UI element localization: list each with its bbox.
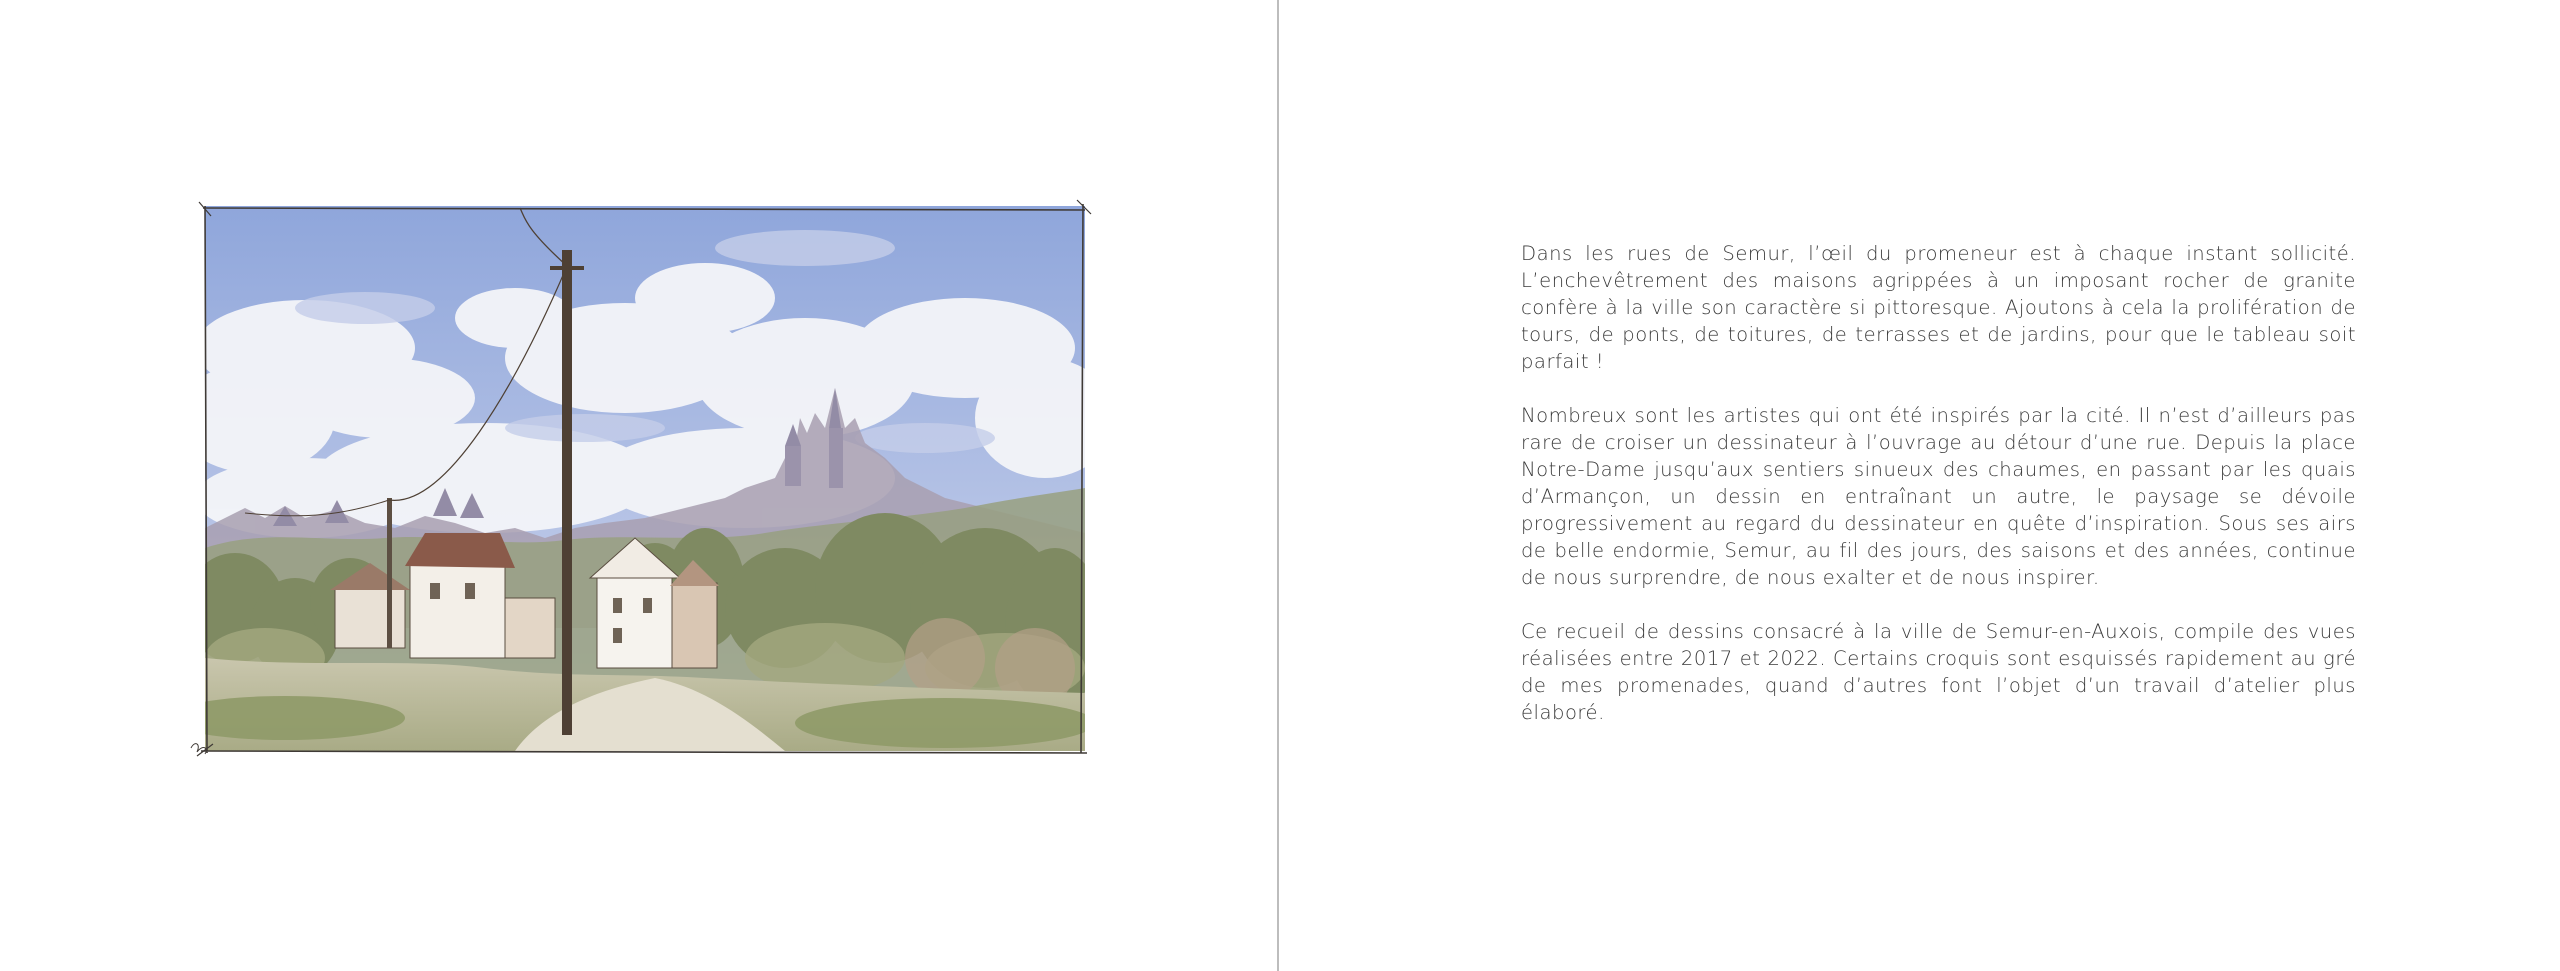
left-page [0,0,1278,971]
paragraph: Dans les rues de Semur, l’œil du promeneur est à chaque instant sollicité. L’enchevêtrement des maisons agrippées à un imposant rocher de granite confère à la ville son caractère si pittoresque. Ajoutons à cela la prolifération de tours, de ponts, de toitures, de terrasses et de jardins, pour que le tableau soit parfait ! [1521,242,2356,373]
paragraph: Ce recueil de dessins consacré à la ville de Semur-en-Auxois, compile des vues réalisées entre 2017 et 2022. Certains croquis sont esquissés rapidement au gré de mes promenades, quand d’autres font l’objet d’un travail d’atelier plus élaboré. [1521,620,2356,724]
paragraph: Nombreux sont les artistes qui ont été inspirés par la cité. Il n’est d’ailleurs pas rare de croiser un dessinateur à l’ouvrage au détour d’une rue. Depuis la place Notre-Dame jusqu’aux sentiers sinueux des chaumes, en passant par les quais d’Armançon, un dessin en entraînant un autre, le paysage se dévoile progressivement au regard du dessinateur en quête d’inspiration. Sous ses airs de belle endormie, Semur, au fil des jours, des saisons et des années, continue de nous surprendre, de nous exalter et de nous inspirer. [1521,404,2356,589]
page-gutter [1277,0,1279,971]
watercolor-sketch-image [185,188,1105,763]
watercolor-illustration [185,188,1105,763]
body-text [1521,240,2356,753]
